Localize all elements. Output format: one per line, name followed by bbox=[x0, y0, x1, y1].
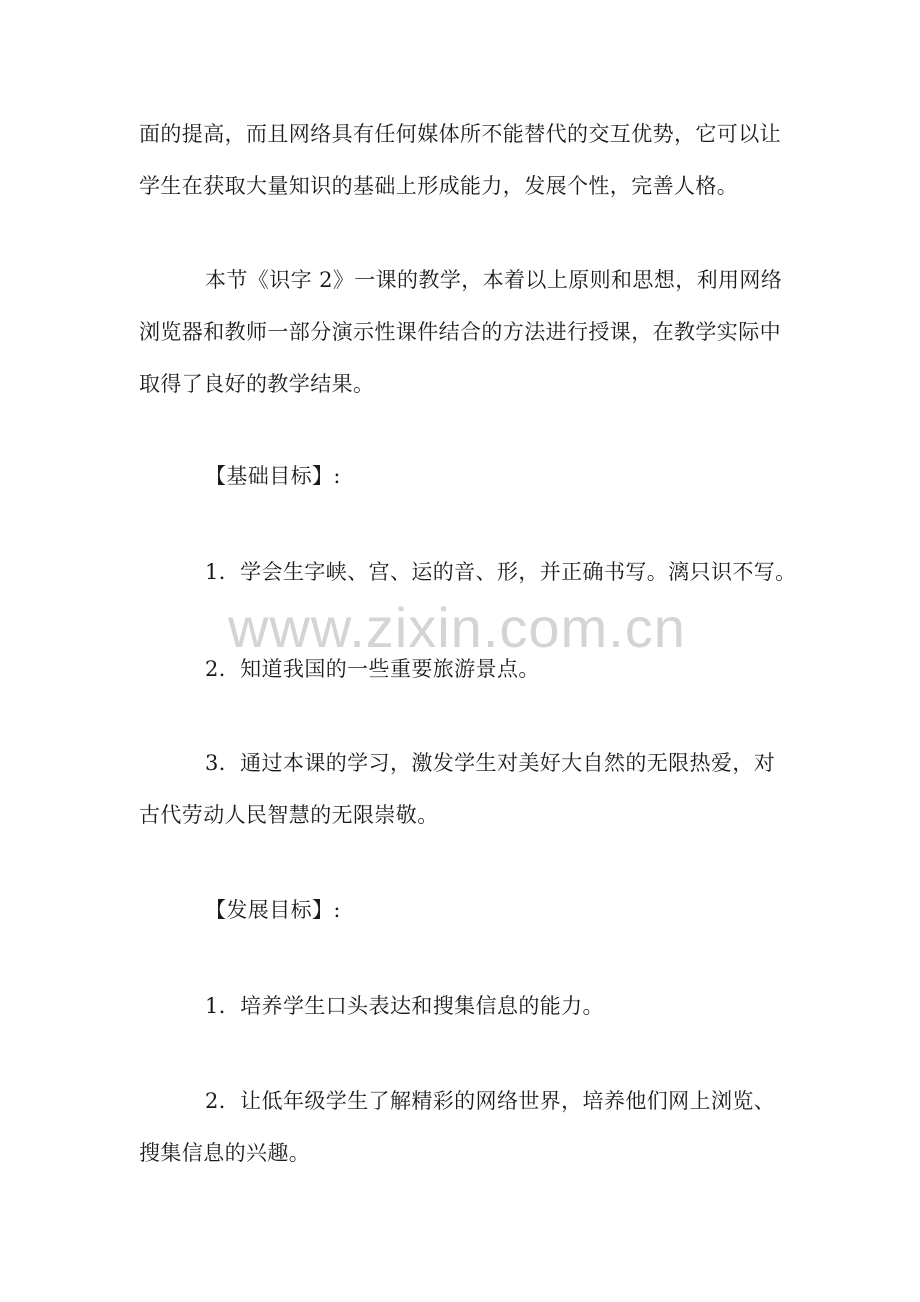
development-goal-2-line-1: 2．让低年级学生了解精彩的网络世界，培养他们网上浏览、 bbox=[205, 1089, 776, 1113]
paragraph-2-line-3: 取得了良好的教学结果。 bbox=[139, 372, 375, 396]
section-heading-basic-goals: 【基础目标】: bbox=[205, 464, 341, 488]
development-goal-2-line-2: 搜集信息的兴趣。 bbox=[139, 1141, 311, 1165]
section-heading-development-goals: 【发展目标】: bbox=[205, 898, 341, 922]
paragraph-1-line-2: 学生在获取大量知识的基础上形成能力，发展个性，完善人格。 bbox=[139, 174, 739, 198]
development-goal-1: 1．培养学生口头表达和搜集信息的能力。 bbox=[205, 994, 604, 1018]
basic-goal-3-line-1: 3．通过本课的学习，激发学生对美好大自然的无限热爱，对 bbox=[205, 751, 776, 775]
paragraph-1-line-1: 面的提高，而且网络具有任何媒体所不能替代的交互优势，它可以让 bbox=[139, 122, 781, 146]
watermark-text: www.zixin.com.cn bbox=[228, 596, 686, 659]
basic-goal-3-line-2: 古代劳动人民智慧的无限崇敬。 bbox=[139, 803, 439, 827]
paragraph-2-line-2: 浏览器和教师一部分演示性课件结合的方法进行授课，在教学实际中 bbox=[139, 320, 781, 344]
paragraph-2-line-1: 本节《识字 2》一课的教学，本着以上原则和思想，利用网络 bbox=[205, 268, 783, 292]
basic-goal-2: 2．知道我国的一些重要旅游景点。 bbox=[205, 657, 540, 681]
basic-goal-1: 1．学会生字峡、宫、运的音、形，并正确书写。漓只识不写。 bbox=[205, 560, 797, 584]
